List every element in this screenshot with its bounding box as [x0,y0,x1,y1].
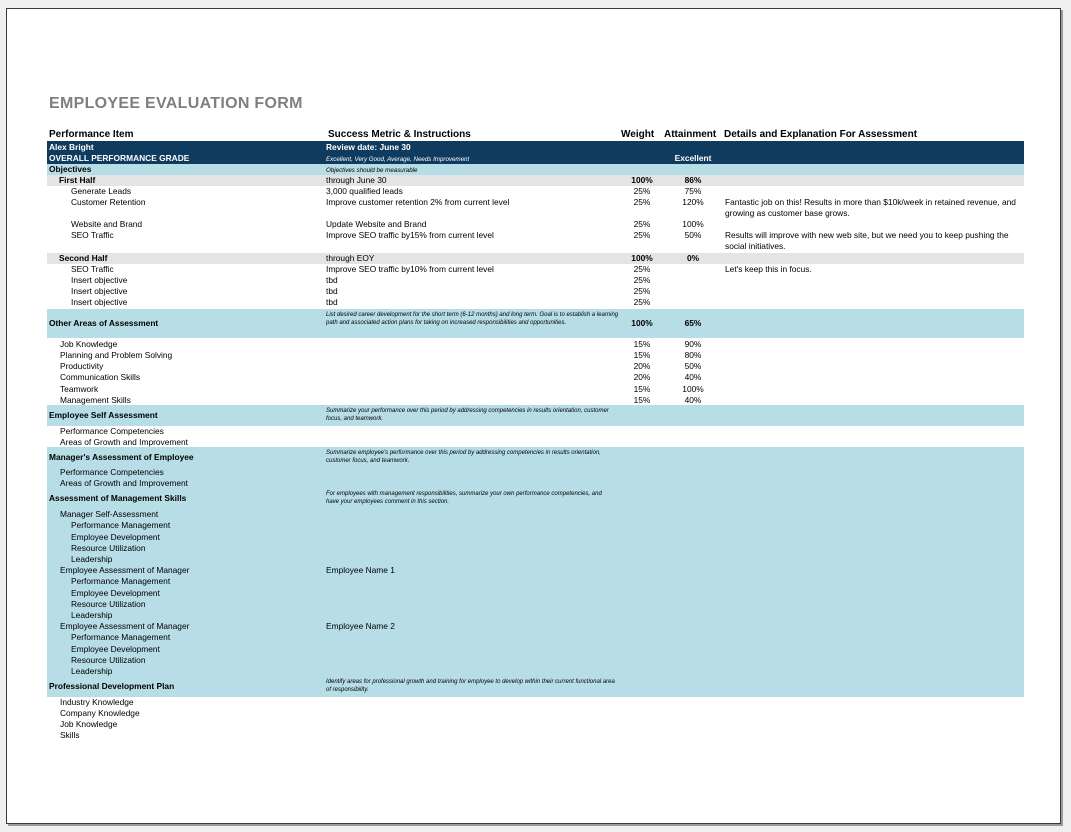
manager-assessment-note: Summarize employee's performance over this period by addressing competencies in results orientation, customer focus, and teamwork. [326,450,601,464]
employee-band [47,141,1024,164]
area-attainment[interactable]: 50% [684,361,702,371]
employee-name: Alex Bright [49,142,94,152]
mgmt-skill-item[interactable]: Resource Utilization [71,655,146,665]
area-weight[interactable]: 15% [633,350,651,360]
objective-metric[interactable]: tbd [326,275,338,285]
objective-name: Generate Leads [71,186,132,196]
area-weight[interactable]: 15% [633,339,651,349]
area-attainment[interactable]: 90% [684,339,702,349]
mgmt-group-employee[interactable]: Employee Name 2 [326,621,395,631]
header-attainment: Attainment [664,129,717,140]
objective-metric[interactable]: Improve SEO traffic by15% from current level [326,230,494,240]
other-areas-note: List desired career development for the short term (6-12 months) and long term. Goal is to establish a learning path and associated action plans for taking on increased responsibilities and opportunities. [326,312,619,326]
second-half-attainment: 0% [686,253,700,263]
self-assessment-item[interactable]: Performance Competencies [60,426,164,436]
objective-metric[interactable]: Improve SEO traffic by10% from current level [326,264,494,274]
objective-details[interactable]: Fantastic job on this! Results in more than $10k/week in retained revenue, and growing as customer base grows. [725,197,1016,218]
first-half-weight: 100% [631,175,653,185]
manager-assessment-item[interactable]: Areas of Growth and Improvement [60,478,189,488]
mgmt-skill-item[interactable]: Performance Management [71,632,171,642]
area-name: Productivity [60,361,104,371]
objective-weight[interactable]: 25% [633,286,651,296]
area-weight[interactable]: 20% [633,361,651,371]
objective-metric[interactable]: Update Website and Brand [326,219,427,229]
objective-metric[interactable]: 3,000 qualified leads [326,186,403,196]
objective-name: SEO Traffic [71,264,114,274]
objective-name: Customer Retention [71,197,146,207]
objective-details[interactable]: Let's keep this in focus. [725,264,812,274]
dev-plan-note: Identify areas for professional growth and training for employee to develop within their current functional area of responsibility. [326,679,615,693]
objective-weight[interactable]: 25% [633,186,651,196]
mgmt-skill-item[interactable]: Leadership [71,610,113,620]
objective-weight[interactable]: 25% [633,275,651,285]
self-assessment-label: Employee Self Assessment [49,410,158,420]
area-name: Management Skills [60,395,131,405]
area-attainment[interactable]: 40% [684,372,702,382]
mgmt-skill-item[interactable]: Leadership [71,554,113,564]
objective-metric[interactable]: tbd [326,286,338,296]
objective-attainment[interactable]: 75% [684,186,702,196]
mgmt-skill-item[interactable]: Resource Utilization [71,543,146,553]
grade-scale: Excellent, Very Good, Average, Needs Improvement [326,156,470,163]
self-assessment-note: Summarize your performance over this period by addressing competencies in results orientation, customer focus, and teamwork. [326,408,609,422]
manager-section-band [47,447,1024,697]
header-details: Details and Explanation For Assessment [724,129,918,140]
header-performance-item: Performance Item [49,129,134,140]
objective-name: Website and Brand [71,219,143,229]
area-name: Communication Skills [60,372,141,382]
objectives-label: Objectives [49,164,92,174]
other-areas-weight: 100% [631,318,653,328]
other-areas-attainment: 65% [684,318,702,328]
page-title: EMPLOYEE EVALUATION FORM [49,95,303,112]
review-date: Review date: June 30 [326,142,411,152]
mgmt-skills-note: For employees with management responsibilities, summarize your own performance competencies, and have your employees comment in this section. [326,491,602,505]
area-attainment[interactable]: 100% [682,384,704,394]
manager-assessment-item[interactable]: Performance Competencies [60,467,164,477]
first-half-band [47,175,1024,186]
objective-attainment[interactable]: 120% [682,197,704,207]
mgmt-skill-item[interactable]: Performance Management [71,520,171,530]
first-half-attainment: 86% [684,175,702,185]
objective-metric[interactable]: tbd [326,297,338,307]
objective-weight[interactable]: 25% [633,297,651,307]
mgmt-skill-item[interactable]: Employee Development [71,532,160,542]
area-name: Planning and Problem Solving [60,350,173,360]
second-half-band [47,253,1024,264]
objective-name[interactable]: Insert objective [71,297,128,307]
objective-name: SEO Traffic [71,230,114,240]
mgmt-group-name: Employee Assessment of Manager [60,621,190,631]
dev-plan-item[interactable]: Company Knowledge [60,708,140,718]
self-assessment-item[interactable]: Areas of Growth and Improvement [60,437,189,447]
area-attainment[interactable]: 80% [684,350,702,360]
overall-grade-value[interactable]: Excellent [674,153,712,163]
mgmt-skill-item[interactable]: Resource Utilization [71,599,146,609]
objective-weight[interactable]: 25% [633,197,651,207]
mgmt-skill-item[interactable]: Employee Development [71,644,160,654]
objective-weight[interactable]: 25% [633,219,651,229]
second-half-label: Second Half [59,253,108,263]
objectives-band [47,164,1024,175]
second-half-metric: through EOY [326,253,375,263]
mgmt-skills-label: Assessment of Management Skills [49,493,187,503]
manager-assessment-label: Manager's Assessment of Employee [49,452,194,462]
objective-details[interactable]: Results will improve with new web site, but we need you to keep pushing the social initiatives. [725,230,1009,251]
objective-attainment[interactable]: 100% [682,219,704,229]
second-half-weight: 100% [631,253,653,263]
other-areas-label: Other Areas of Assessment [49,318,159,328]
objective-weight[interactable]: 25% [633,264,651,274]
mgmt-group-employee[interactable]: Employee Name 1 [326,565,395,575]
mgmt-skill-item[interactable]: Leadership [71,666,113,676]
header-weight: Weight [621,129,655,140]
mgmt-group-name: Employee Assessment of Manager [60,565,190,575]
first-half-metric: through June 30 [326,175,387,185]
first-half-label: First Half [59,175,96,185]
overall-grade-label: OVERALL PERFORMANCE GRADE [49,153,190,163]
dev-plan-item[interactable]: Industry Knowledge [60,697,134,707]
objective-weight[interactable]: 25% [633,230,651,240]
dev-plan-item[interactable]: Job Knowledge [60,719,118,729]
objective-name[interactable]: Insert objective [71,275,128,285]
area-weight[interactable]: 20% [633,372,651,382]
area-weight[interactable]: 15% [633,395,651,405]
mgmt-group-name: Manager Self-Assessment [60,509,159,519]
dev-plan-label: Professional Development Plan [49,681,175,691]
objective-attainment[interactable]: 50% [684,230,702,240]
evaluation-sheet [6,8,1061,824]
header-success-metric: Success Metric & Instructions [328,129,471,140]
dev-plan-item[interactable]: Skills [60,730,80,740]
objectives-note: Objectives should be measurable [326,167,418,174]
objective-metric[interactable]: Improve customer retention 2% from current level [326,197,510,207]
mgmt-skill-item[interactable]: Performance Management [71,576,171,586]
area-weight[interactable]: 15% [633,384,651,394]
objective-name[interactable]: Insert objective [71,286,128,296]
mgmt-skill-item[interactable]: Employee Development [71,588,160,598]
area-attainment[interactable]: 40% [684,395,702,405]
area-name: Job Knowledge [60,339,118,349]
area-name: Teamwork [60,384,99,394]
